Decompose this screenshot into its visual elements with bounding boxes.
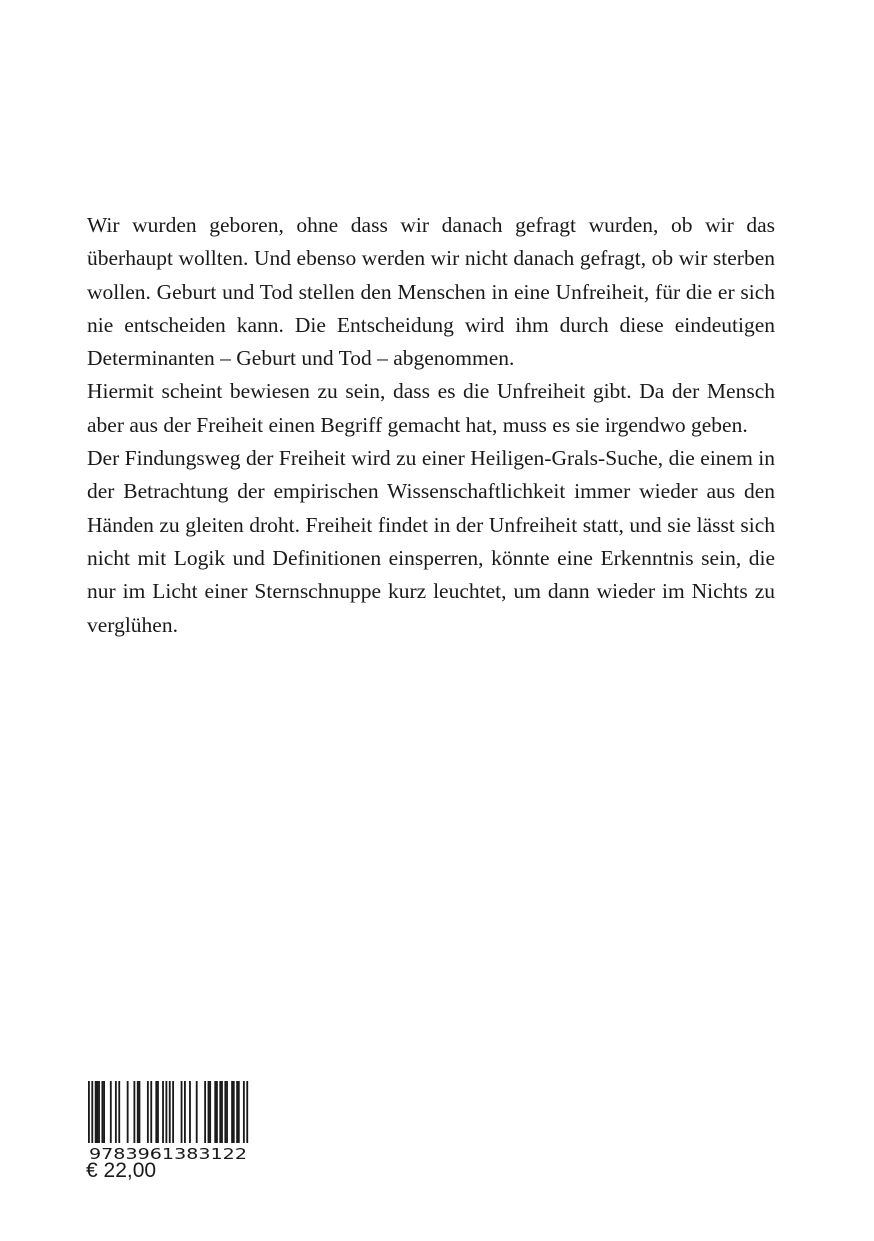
barcode-bar [204,1081,206,1143]
barcode-bar [133,1081,135,1143]
barcode-bar [110,1081,112,1143]
barcode-bar [169,1081,171,1143]
barcode-bar [157,1081,159,1143]
barcode-bar [115,1081,117,1143]
barcode-bars [88,1081,248,1143]
barcode-bar [231,1081,233,1143]
barcode-bar [224,1081,226,1143]
barcode-bar [98,1081,100,1143]
blurb-text [87,209,775,642]
barcode-bar [214,1081,216,1143]
barcode-bar [221,1081,223,1143]
barcode-bar [147,1081,149,1143]
price: € 22,00 [86,1159,157,1182]
barcode-bar [238,1081,240,1143]
barcode-bar [155,1081,157,1143]
barcode-bar [226,1081,228,1143]
barcode-bar [243,1081,245,1143]
barcode-bar [127,1081,129,1143]
barcode-bar [118,1081,120,1143]
barcode-bar [95,1081,97,1143]
barcode-bar [88,1081,90,1143]
barcode-bar [219,1081,221,1143]
blurb-paragraph-1: Wir wurden geboren, ohne dass wir danach gefragt wurden, ob wir das überhaupt wollten. Und ebenso werden wir nicht danach gefragt, ob wir sterben wollen. Geburt und Tod stellen den Menschen in eine Unfreiheit, für die er sich nie entscheiden kann. Die Entscheidung wird ihm durch diese eindeutigen Determinanten – Geburt und Tod – abgenommen. [87,213,775,371]
barcode-bar [139,1081,141,1143]
barcode-bar [209,1081,211,1143]
barcode-bar [101,1081,103,1143]
barcode-graphic [87,1081,249,1162]
barcode-bar [150,1081,152,1143]
barcode-digits: 9783961383122 [89,1145,247,1162]
barcode-bar [208,1081,210,1143]
barcode-bar [96,1081,98,1143]
barcode-bar [236,1081,238,1143]
barcode-bar [216,1081,218,1143]
barcode-bar [189,1081,191,1143]
barcode-bar [184,1081,186,1143]
barcode-bar [246,1081,248,1143]
blurb-paragraph-2: Hiermit scheint bewiesen zu sein, dass es die Unfreiheit gibt. Da der Mensch aber aus der Freiheit einen Begriff gemacht hat, muss es sie irgendwo geben. [87,379,775,437]
barcode-bar [165,1081,167,1143]
barcode-bar [137,1081,139,1143]
barcode-bar [172,1081,174,1143]
barcode-bar [196,1081,198,1143]
barcode-bar [162,1081,164,1143]
barcode-bar [233,1081,235,1143]
barcode-bar [181,1081,183,1143]
barcode-bar [103,1081,105,1143]
barcode-bar [91,1081,93,1143]
isbn-barcode [87,1081,249,1162]
blurb-paragraph-3: Der Findungsweg der Freiheit wird zu einer Heiligen-Grals-Suche, die einem in der Betrachtung der empirischen Wissenschaftlichkeit immer wieder aus den Händen zu gleiten droht. Freiheit findet in der Unfreiheit statt, und sie lässt sich nicht mit Logik und Definitionen einsperren, könnte eine Erkenntnis sein, die nur im Licht einer Sternschnuppe kurz leuchtet, um dann wieder im Nichts zu verglühen. [87,446,775,637]
